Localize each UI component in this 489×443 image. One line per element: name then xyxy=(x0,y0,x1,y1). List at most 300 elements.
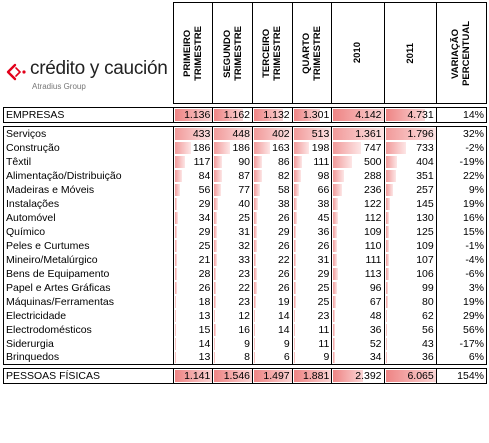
data-bar xyxy=(294,282,296,294)
data-bar xyxy=(214,324,215,336)
cell-value: 122 xyxy=(363,197,382,210)
logo-brand-text: crédito y caución xyxy=(30,58,168,79)
cell-value: 11 xyxy=(318,337,330,350)
data-bar xyxy=(333,352,334,364)
row-label: Máquinas/Ferramentas xyxy=(4,295,174,309)
cell-q2 xyxy=(213,295,253,309)
data-bar xyxy=(333,296,336,308)
cell-value: 109 xyxy=(363,225,382,238)
data-bar xyxy=(175,324,176,336)
cell-q3 xyxy=(253,155,293,169)
cell-value: 747 xyxy=(363,141,382,154)
cell-value: 4.142 xyxy=(355,109,382,121)
cell-value: 36 xyxy=(369,323,382,336)
data-bar xyxy=(294,184,299,196)
cell-var xyxy=(436,141,486,155)
cell-value: 23 xyxy=(238,267,250,280)
cell-value: 22% xyxy=(462,169,484,182)
cell-q4 xyxy=(292,337,332,351)
cell-q3 xyxy=(253,141,293,155)
data-bar xyxy=(254,254,256,266)
data-bar xyxy=(214,142,230,154)
data-bar xyxy=(175,170,182,182)
row-label: PESSOAS FÍSICAS xyxy=(4,369,174,384)
cell-value: 29% xyxy=(462,309,484,322)
cell-value: 28 xyxy=(198,267,211,280)
data-bar xyxy=(254,226,257,238)
cell-value: 111 xyxy=(313,155,330,168)
data-bar xyxy=(175,282,177,294)
cell-y2011 xyxy=(384,281,436,295)
row-label: Brinquedos xyxy=(4,351,174,365)
data-bar xyxy=(254,324,255,336)
cell-value: 58 xyxy=(277,183,290,196)
cell-y2011 xyxy=(384,108,436,123)
data-bar xyxy=(214,296,216,308)
data-bar xyxy=(175,184,180,196)
cell-value: 513 xyxy=(311,127,330,140)
table-row xyxy=(4,197,487,211)
cell-value: 80 xyxy=(422,295,434,308)
data-bar xyxy=(294,156,302,168)
column-header-label: 2011 xyxy=(404,42,416,64)
table-row xyxy=(4,169,487,183)
cell-q2 xyxy=(213,211,253,225)
data-bar xyxy=(386,212,390,224)
table-row xyxy=(4,239,487,253)
table-row xyxy=(4,323,487,337)
cell-q1 xyxy=(173,239,213,253)
cell-value: 402 xyxy=(272,127,290,140)
data-bar xyxy=(254,198,258,210)
cell-q1 xyxy=(173,225,213,239)
cell-q4 xyxy=(292,253,332,267)
cell-q3 xyxy=(253,267,293,281)
cell-q3 xyxy=(253,239,293,253)
cell-value: 1.132 xyxy=(263,109,290,121)
cell-q1 xyxy=(173,369,213,384)
cell-var xyxy=(436,108,486,123)
cell-y2010 xyxy=(332,295,384,309)
cell-q2 xyxy=(213,281,253,295)
data-bar xyxy=(214,226,217,238)
cell-value: 86 xyxy=(277,155,290,168)
data-bar xyxy=(254,170,262,182)
data-bar xyxy=(175,226,178,238)
cell-value: -2% xyxy=(465,141,484,154)
cell-y2010 xyxy=(332,239,384,253)
cell-value: 6.065 xyxy=(407,370,434,382)
data-bar xyxy=(254,282,257,294)
cell-var xyxy=(436,169,486,183)
cell-var xyxy=(436,337,486,351)
cell-value: 351 xyxy=(416,169,434,182)
cell-value: 29 xyxy=(317,267,330,280)
cell-y2011 xyxy=(384,323,436,337)
cell-value: 1.497 xyxy=(263,370,290,382)
cell-var xyxy=(436,369,486,384)
data-bar xyxy=(386,170,396,182)
cell-y2011 xyxy=(384,211,436,225)
cell-value: 22 xyxy=(238,281,250,294)
column-header-var xyxy=(436,3,486,104)
cell-value: 236 xyxy=(363,183,382,196)
cell-value: 25 xyxy=(198,239,211,252)
cell-value: 145 xyxy=(416,197,434,210)
cell-value: 23 xyxy=(238,295,250,308)
table-row xyxy=(4,267,487,281)
data-bar xyxy=(333,170,344,182)
cell-value: 14% xyxy=(462,109,484,121)
cell-y2010 xyxy=(332,183,384,197)
data-bar xyxy=(386,142,407,154)
cell-value: 500 xyxy=(363,155,382,168)
cell-q2 xyxy=(213,351,253,365)
cell-value: 19 xyxy=(277,295,290,308)
cell-q2 xyxy=(213,253,253,267)
cell-value: 34 xyxy=(198,211,211,224)
cell-q2 xyxy=(213,127,253,141)
column-header-label: 2010 xyxy=(352,42,364,64)
cell-value: 25 xyxy=(317,281,330,294)
cell-value: 18 xyxy=(198,295,211,308)
cell-q3 xyxy=(253,295,293,309)
cell-value: 11 xyxy=(318,323,330,336)
column-header-q2 xyxy=(213,3,253,104)
data-bar xyxy=(294,268,296,280)
cell-q3 xyxy=(253,253,293,267)
data-bar xyxy=(214,268,216,280)
row-label: Alimentação/Distribuição xyxy=(4,169,174,183)
row-label: Mineiro/Metalúrgico xyxy=(4,253,174,267)
cell-q2 xyxy=(213,323,253,337)
table-row xyxy=(4,155,487,169)
data-bar xyxy=(386,156,398,168)
data-bar xyxy=(214,212,216,224)
cell-y2010 xyxy=(332,337,384,351)
cell-value: 38 xyxy=(317,197,330,210)
cell-q2 xyxy=(213,267,253,281)
cell-y2010 xyxy=(332,127,384,141)
cell-y2011 xyxy=(384,225,436,239)
data-bar xyxy=(254,296,256,308)
cell-value: 14 xyxy=(277,309,290,322)
cell-value: 15% xyxy=(462,225,484,238)
data-bar xyxy=(333,240,337,252)
cell-var xyxy=(436,127,486,141)
cell-q3 xyxy=(253,225,293,239)
cell-value: 1.881 xyxy=(303,370,330,382)
data-bar xyxy=(333,184,342,196)
row-label: Construção xyxy=(4,141,174,155)
data-bar xyxy=(386,310,388,322)
cell-value: 32% xyxy=(462,127,484,140)
table-row xyxy=(4,351,487,365)
data-bar xyxy=(333,282,337,294)
cell-y2011 xyxy=(384,183,436,197)
cell-value: 9 xyxy=(283,337,290,350)
data-bar xyxy=(254,212,257,224)
cell-value: 110 xyxy=(364,239,382,252)
cell-value: 1.546 xyxy=(223,370,250,382)
data-bar xyxy=(386,352,387,364)
data-bar xyxy=(386,240,389,252)
cell-var xyxy=(436,239,486,253)
cell-y2010 xyxy=(332,351,384,365)
data-bar xyxy=(333,198,338,210)
cell-value: 29 xyxy=(198,225,211,238)
column-header-label: QUARTO TRIMESTRE xyxy=(300,25,323,81)
cell-value: 77 xyxy=(238,183,250,196)
cell-q3 xyxy=(253,183,293,197)
cell-value: 90 xyxy=(238,155,250,168)
cell-value: 4.731 xyxy=(407,109,434,121)
data-bar xyxy=(386,198,390,210)
cell-value: 6% xyxy=(468,351,484,364)
cell-y2010 xyxy=(332,323,384,337)
cell-var xyxy=(436,211,486,225)
data-bar xyxy=(214,310,215,322)
table-body xyxy=(4,104,487,384)
data-bar xyxy=(386,282,389,294)
data-bar xyxy=(214,198,217,210)
column-header-row xyxy=(4,3,487,104)
row-label: Automóvel xyxy=(4,211,174,225)
data-bar xyxy=(386,338,387,350)
table-row xyxy=(4,337,487,351)
cell-q1 xyxy=(173,127,213,141)
cell-value: 3% xyxy=(468,281,484,294)
cell-q3 xyxy=(253,323,293,337)
data-bar xyxy=(294,352,295,364)
row-label: Serviços xyxy=(4,127,174,141)
cell-var xyxy=(436,197,486,211)
cell-value: 29 xyxy=(277,225,290,238)
cell-value: 26 xyxy=(277,211,290,224)
cell-value: 117 xyxy=(193,155,211,168)
cell-q1 xyxy=(173,108,213,123)
table-row xyxy=(4,225,487,239)
row-label: Madeiras e Móveis xyxy=(4,183,174,197)
cell-value: 154% xyxy=(457,370,484,382)
row-label: Químico xyxy=(4,225,174,239)
cell-value: 96 xyxy=(369,281,382,294)
data-bar xyxy=(294,324,295,336)
cell-y2010 xyxy=(332,369,384,384)
cell-value: 6 xyxy=(283,351,290,364)
cell-q1 xyxy=(173,197,213,211)
cell-value: 2.392 xyxy=(355,370,382,382)
data-bar xyxy=(254,156,262,168)
cell-value: -6% xyxy=(465,267,484,280)
cell-y2010 xyxy=(332,253,384,267)
cell-value: 33 xyxy=(238,253,250,266)
column-header-y2011 xyxy=(384,3,436,104)
cell-value: 22 xyxy=(277,253,290,266)
cell-q2 xyxy=(213,239,253,253)
data-bar xyxy=(214,184,221,196)
cell-q4 xyxy=(292,127,332,141)
cell-q3 xyxy=(253,351,293,365)
cell-q2 xyxy=(213,225,253,239)
cell-q3 xyxy=(253,197,293,211)
table-row xyxy=(4,127,487,141)
data-bar xyxy=(214,352,215,364)
cell-value: 198 xyxy=(311,141,330,154)
data-bar xyxy=(175,268,177,280)
cell-value: 62 xyxy=(422,309,434,322)
cell-value: 36 xyxy=(317,225,330,238)
data-bar xyxy=(333,338,335,350)
cell-q4 xyxy=(292,351,332,365)
cell-value: -4% xyxy=(465,253,484,266)
data-bar xyxy=(333,156,352,168)
cell-q3 xyxy=(253,108,293,123)
cell-y2010 xyxy=(332,267,384,281)
cell-y2011 xyxy=(384,197,436,211)
cell-y2010 xyxy=(332,169,384,183)
table-row xyxy=(4,211,487,225)
cell-value: -1% xyxy=(465,239,484,252)
cell-q4 xyxy=(292,211,332,225)
cell-value: 82 xyxy=(277,169,290,182)
cell-value: 56 xyxy=(198,183,211,196)
row-label: Electrodomésticos xyxy=(4,323,174,337)
row-label: Papel e Artes Gráficas xyxy=(4,281,174,295)
cell-q1 xyxy=(173,169,213,183)
cell-y2010 xyxy=(332,211,384,225)
data-bar xyxy=(175,240,177,252)
cell-y2010 xyxy=(332,281,384,295)
cell-value: 9% xyxy=(468,183,484,196)
cell-q4 xyxy=(292,239,332,253)
cell-q2 xyxy=(213,141,253,155)
cell-y2011 xyxy=(384,155,436,169)
cell-q1 xyxy=(173,141,213,155)
cell-value: 111 xyxy=(365,253,382,266)
cell-value: 23 xyxy=(317,309,330,322)
cell-y2010 xyxy=(332,108,384,123)
data-bar xyxy=(333,324,334,336)
column-header-label: PRIMEIRO TRIMESTRE xyxy=(182,25,205,81)
cell-q4 xyxy=(292,169,332,183)
data-bar xyxy=(294,226,297,238)
cell-y2011 xyxy=(384,337,436,351)
cell-value: 14 xyxy=(198,337,211,350)
cell-value: 8 xyxy=(244,351,250,364)
data-bar xyxy=(294,198,297,210)
cell-value: -17% xyxy=(459,337,484,350)
data-bar xyxy=(294,310,296,322)
table-row xyxy=(4,369,487,384)
row-label: Instalações xyxy=(4,197,174,211)
cell-value: 130 xyxy=(416,211,434,224)
cell-q2 xyxy=(213,309,253,323)
cell-y2010 xyxy=(332,309,384,323)
cell-value: 733 xyxy=(416,141,434,154)
cell-value: 31 xyxy=(238,225,250,238)
cell-value: 12 xyxy=(238,309,250,322)
header-blank-cell xyxy=(4,3,174,104)
data-bar xyxy=(294,212,297,224)
cell-var xyxy=(436,253,486,267)
cell-var xyxy=(436,323,486,337)
column-header-label: TERCEIRO TRIMESTRE xyxy=(261,25,284,81)
data-bar xyxy=(333,226,337,238)
row-label: Electricidade xyxy=(4,309,174,323)
data-bar xyxy=(175,156,185,168)
cell-var xyxy=(436,267,486,281)
data-bar xyxy=(386,296,388,308)
logo-subtitle: Atradius Group xyxy=(32,82,86,91)
cell-value: 48 xyxy=(369,309,382,322)
cell-q1 xyxy=(173,155,213,169)
table-row xyxy=(4,183,487,197)
data-bar xyxy=(175,296,177,308)
cell-value: 404 xyxy=(416,155,434,168)
cell-y2011 xyxy=(384,309,436,323)
row-label: Bens de Equipamento xyxy=(4,267,174,281)
cell-q1 xyxy=(173,309,213,323)
cell-value: 16 xyxy=(238,323,250,336)
table-row xyxy=(4,309,487,323)
cell-value: 26 xyxy=(277,281,290,294)
cell-value: 13 xyxy=(198,351,211,364)
data-bar xyxy=(386,268,389,280)
cell-q1 xyxy=(173,323,213,337)
table-row xyxy=(4,108,487,123)
cell-value: 113 xyxy=(364,267,382,280)
table-row xyxy=(4,295,487,309)
cell-value: 112 xyxy=(364,211,382,224)
cell-value: 448 xyxy=(232,127,250,140)
cell-value: 257 xyxy=(416,183,434,196)
cell-var xyxy=(436,183,486,197)
cell-value: 56 xyxy=(422,323,434,336)
cell-value: 52 xyxy=(369,337,382,350)
cell-y2011 xyxy=(384,369,436,384)
cell-y2010 xyxy=(332,197,384,211)
cell-q4 xyxy=(292,369,332,384)
cell-value: 84 xyxy=(198,169,211,182)
cell-q2 xyxy=(213,183,253,197)
insolvency-table xyxy=(3,2,487,384)
cell-y2010 xyxy=(332,141,384,155)
cell-var xyxy=(436,295,486,309)
cell-value: 45 xyxy=(317,211,330,224)
cell-q4 xyxy=(292,155,332,169)
row-label: Peles e Curtumes xyxy=(4,239,174,253)
cell-value: 1.162 xyxy=(223,109,250,121)
cell-y2011 xyxy=(384,351,436,365)
data-bar xyxy=(175,212,178,224)
cell-value: 1.141 xyxy=(184,370,211,382)
cell-value: 9 xyxy=(244,337,250,350)
cell-q1 xyxy=(173,281,213,295)
cell-y2011 xyxy=(384,169,436,183)
cell-y2011 xyxy=(384,239,436,253)
cell-q2 xyxy=(213,369,253,384)
data-bar xyxy=(254,268,257,280)
cell-q2 xyxy=(213,197,253,211)
cell-q3 xyxy=(253,337,293,351)
cell-q1 xyxy=(173,351,213,365)
data-bar xyxy=(386,184,393,196)
cell-value: 9 xyxy=(323,351,330,364)
data-bar xyxy=(386,254,389,266)
cell-q2 xyxy=(213,108,253,123)
cell-q4 xyxy=(292,295,332,309)
